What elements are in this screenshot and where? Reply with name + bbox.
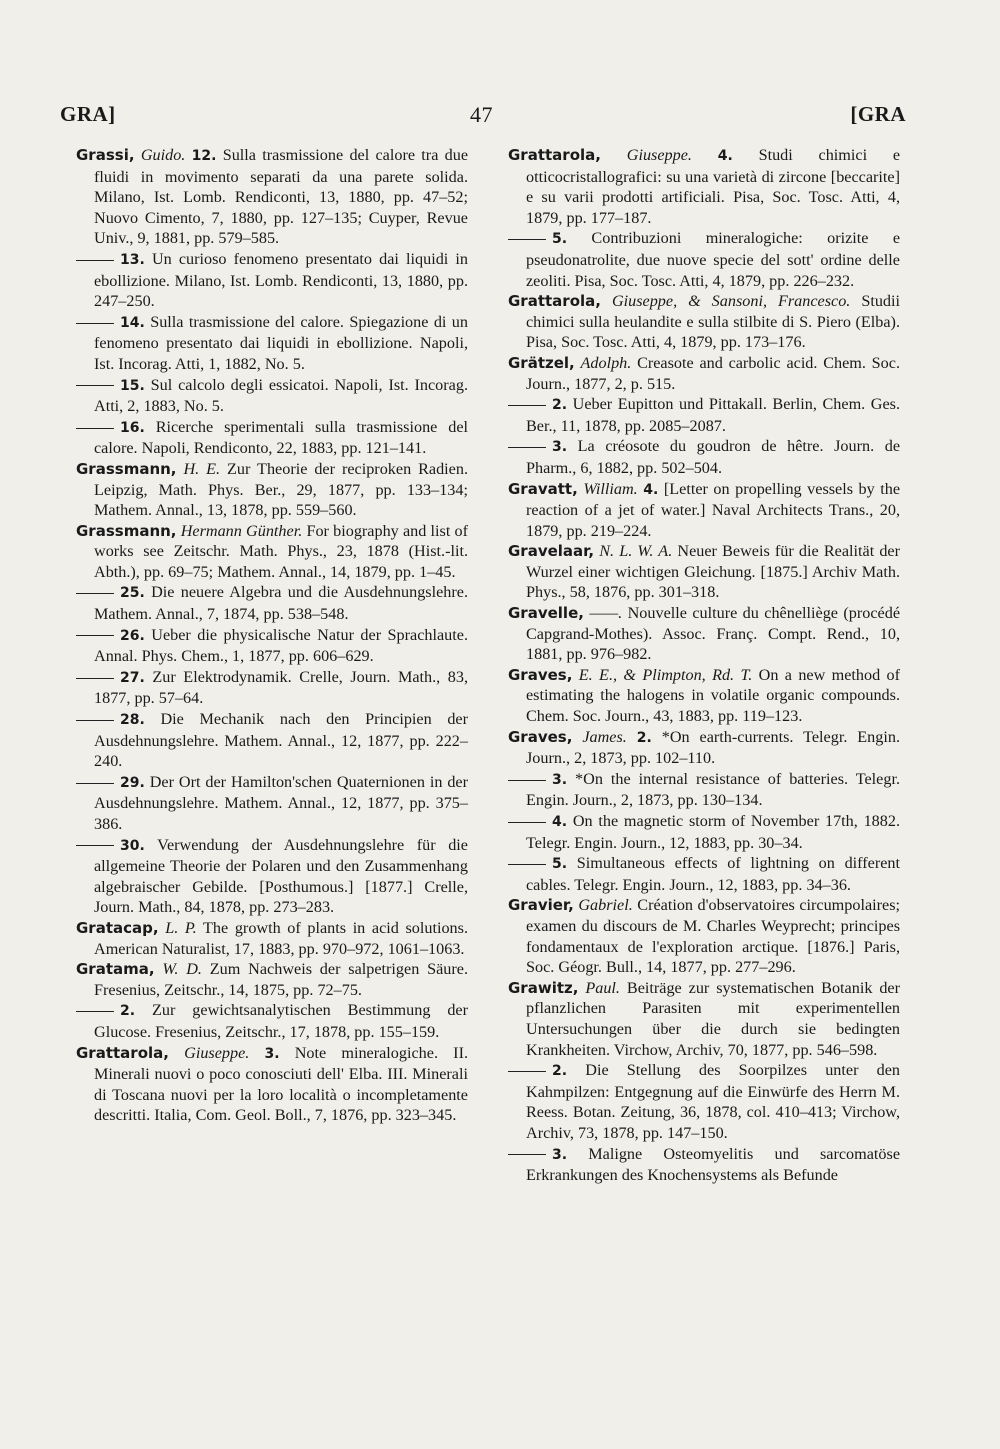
bibliography-continuation — [526, 436, 900, 478]
ditto-dash — [508, 864, 546, 865]
bibliography-entry — [76, 521, 469, 583]
entry-number: 15. — [120, 377, 145, 394]
bibliography-entry — [508, 291, 901, 353]
author-given-name: Giuseppe, & Sansoni, Francesco. — [611, 292, 851, 311]
bibliography-continuation — [526, 769, 900, 811]
author-surname: Gravelaar, — [508, 542, 595, 561]
author-surname: Gravier, — [508, 896, 574, 915]
entry-number: 4. — [717, 148, 733, 164]
bibliography-entry — [508, 353, 900, 394]
author-given-name: Giuseppe. — [184, 1043, 250, 1062]
ditto-dash — [76, 783, 114, 784]
entry-number: 3. — [552, 1146, 568, 1163]
entry-text: Sulla trasmissione del calore. Spiegazione di un fenomeno presentato dai liquidi in ebollizione. Napoli, Ist. Incorag. Atti, 1, 1882, No. 5. — [94, 312, 468, 373]
entry-text: Ueber Eupitton und Pittakall. Berlin, Chem. Ges. Ber., 11, 1878, pp. 2085–2087. — [526, 395, 900, 435]
entry-number: 3. — [552, 439, 568, 456]
bibliography-continuation — [94, 312, 468, 375]
author-given-name: William. — [583, 479, 638, 498]
bibliography-entry — [508, 895, 901, 977]
entry-text: Nouvelle culture du chênelliège (procédé Capgrand-Mothes). Assoc. Franç. Compt. Rend., 10, 1881, pp. 976–982. — [526, 604, 900, 664]
entry-text: Neuer Beweis für die Realität der Wurzel einer wichtigen Gleichung. [1875.] Archiv Math. Phys., 58, 1876, pp. 301–318. — [526, 542, 901, 602]
author-surname: Graves, — [508, 665, 573, 684]
entry-number: 3. — [552, 771, 568, 788]
entry-text: Maligne Osteomyelitis und sarcomatöse Erkrankungen des Knochensystems als Befunde — [526, 1144, 901, 1185]
entry-number: 4. — [552, 814, 568, 830]
bibliography-continuation — [526, 853, 900, 895]
entry-text: Studii chimici sulla heulandite e sulla stilbite di S. Piero (Elba). Pisa, Soc. Tosc. Atti, 4, 1879, pp. 173–176. — [526, 292, 901, 352]
entry-text: Creasote and carbolic acid. Chem. Soc. Journ., 1877, 2, p. 515. — [526, 353, 900, 393]
ditto-dash — [76, 1011, 114, 1012]
entry-number: 2. — [552, 1063, 568, 1080]
entry-number: 13. — [120, 251, 145, 268]
ditto-dash — [508, 1071, 546, 1072]
entry-number: 27. — [120, 669, 145, 686]
entry-text: On the magnetic storm of November 17th, 1882. Telegr. Engin. Journ., 12, 1883, pp. 30–34. — [526, 812, 900, 852]
bibliography-entry — [76, 918, 468, 959]
bibliography-continuation — [94, 1000, 468, 1042]
bibliography-continuation — [94, 709, 468, 772]
running-head-right: [GRA — [850, 102, 906, 126]
author-given-name: N. L. W. A. — [599, 542, 673, 561]
entry-number: 12. — [191, 148, 217, 164]
bibliography-entry — [508, 541, 901, 603]
entry-text: *On the internal resistance of batteries. Telegr. Engin. Journ., 2, 1873, pp. 130–134. — [526, 769, 901, 810]
entry-text: Die Stellung des Soorpilzes unter den Kahmpilzen: Entgegnung auf die Einwürfe des Herrn M. Reess. Botan. Zeitung, 36, 1878, col. 410–413; Virchow, Archiv, 73, 1878, pp. 147–150. — [526, 1061, 901, 1142]
running-head-left: GRA] — [60, 102, 116, 126]
entry-text: *On earth-currents. Telegr. Engin. Journ., 2, 1873, pp. 102–110. — [526, 727, 900, 768]
ditto-dash — [76, 720, 114, 721]
author-surname: Grawitz, — [508, 978, 579, 997]
bibliography-entry — [508, 145, 901, 228]
ditto-dash — [76, 385, 114, 386]
bibliography-continuation — [526, 1060, 900, 1143]
entry-text: Sul calcolo degli essicatoi. Napoli, Ist. Incorag. Atti, 2, 1883, No. 5. — [94, 375, 468, 416]
author-surname: Grätzel, — [508, 353, 575, 372]
entry-number: 2. — [120, 1003, 136, 1020]
entry-text: Die Mechanik nach den Principien der Ausdehnungslehre. Mathem. Annal., 12, 1877, pp. 222–240. — [94, 710, 469, 771]
entry-text: Contribuzioni mineralogiche: orizite e pseudonatrolite, due nuove specie del sott' ordine delle zeoliti. Pisa, Soc. Tosc. Atti, 4, 1879, pp. 226–232. — [526, 229, 901, 290]
author-given-name: Hermann Günther. — [180, 521, 303, 540]
ditto-dash — [76, 323, 114, 324]
bibliography-continuation — [526, 228, 900, 291]
author-given-name: E. E., & Plimpton, Rd. T. — [578, 665, 753, 684]
entry-text: Zur Elektrodynamik. Crelle, Journ. Math., 83, 1877, pp. 57–64. — [94, 667, 469, 708]
author-given-name: Paul. — [585, 978, 620, 997]
bibliography-continuation — [526, 394, 900, 436]
entry-text: The growth of plants in acid solutions. American Naturalist, 17, 1883, pp. 970–972, 1061–1063. — [94, 918, 468, 958]
entry-number: 2. — [552, 397, 568, 414]
author-given-name: Guido. — [140, 146, 186, 164]
bibliography-entry — [76, 1043, 469, 1126]
author-surname: Gratama, — [76, 960, 155, 979]
entry-text: Sulla trasmissione del calore tra due fluidi in movimento separati da una parete solida. Milano, Ist. Lomb. Rendiconti, 13, 1880, pp. 47–52; Nuovo Cimento, 7, 1880, pp. 127–135; Cuyper, Revue Univ., 9, 1881, pp. 579–585. — [94, 146, 469, 248]
bibliography-continuation — [94, 625, 468, 667]
author-surname: Gravatt, — [508, 479, 578, 498]
page-number: 47 — [470, 102, 493, 127]
ditto-dash — [508, 780, 546, 781]
bibliography-continuation — [526, 1144, 900, 1186]
entry-text: Note mineralogiche. II. Minerali nuovi o poco conosciuti dell' Elba. III. Minerali di Toscana nuovi per la loro località o incompletamente descritti. Italia, Com. Geol. Boll., 7, 1876, pp. 323–345. — [94, 1043, 469, 1125]
bibliography-continuation — [94, 772, 468, 835]
author-surname: Gratacap, — [76, 918, 159, 937]
entry-number: 29. — [120, 774, 145, 791]
bibliography-continuation — [526, 811, 900, 853]
entry-text: Ueber die physicalische Natur der Sprachlaute. Annal. Phys. Chem., 1, 1877, pp. 606–629. — [94, 625, 468, 666]
ditto-dash — [508, 1154, 546, 1155]
entry-number: 4. — [643, 481, 659, 498]
entry-text: For biography and list of works see Zeitschr. Math. Phys., 23, 1878 (Hist.-lit. Abth.), pp. 69–75; Mathem. Annal., 14, 1879, pp. 1–45. — [94, 521, 469, 581]
entry-text: Beiträge zur systematischen Botanik der pflanzlichen Parasiten mit experimentellen Untersuchungen über die durch sie bedingten Krankheiten. Virchow, Archiv, 70, 1877, pp. 546–598. — [526, 978, 901, 1059]
entry-number: 5. — [552, 231, 568, 248]
bibliography-entry — [508, 479, 901, 542]
entry-number: 16. — [120, 419, 145, 436]
left-column — [76, 145, 468, 1126]
entry-number: 25. — [120, 585, 145, 602]
bibliography-continuation — [94, 249, 468, 312]
author-given-name: Giuseppe. — [626, 146, 692, 164]
entry-text: Zum Nachweis der salpetrigen Säure. Fresenius, Zeitschr., 14, 1875, pp. 72–75. — [94, 960, 469, 999]
author-given-name: Gabriel. — [578, 896, 633, 915]
bibliography-entry — [508, 978, 901, 1060]
entry-number: 28. — [120, 712, 145, 729]
entry-number: 2. — [636, 729, 652, 746]
entry-text: Zur gewichtsanalytischen Bestimmung der Glucose. Fresenius, Zeitschr., 17, 1878, pp. 155–159. — [94, 1001, 469, 1041]
entry-text: Ricerche sperimentali sulla trasmissione del calore. Napoli, Rendiconto, 22, 1883, pp. 121–141. — [94, 417, 468, 458]
author-given-name: James. — [582, 727, 627, 746]
entry-number: 5. — [552, 856, 568, 873]
ditto-dash — [508, 239, 546, 240]
entry-text: Der Ort der Hamilton'schen Quaternionen in der Ausdehnungslehre. Mathem. Annal., 12, 1877, pp. 375–386. — [94, 772, 469, 833]
ditto-dash — [76, 428, 114, 429]
bibliography-continuation — [94, 835, 468, 918]
bibliography-entry — [76, 959, 469, 1000]
bibliography-continuation — [94, 417, 468, 459]
author-given-name: H. E. — [183, 459, 221, 478]
bibliography-entry — [508, 665, 901, 727]
ditto-dash — [76, 845, 114, 846]
author-surname: Grattarola, — [76, 1043, 169, 1062]
entry-text: [Letter on propelling vessels by the reaction of a jet of water.] Naval Architects Trans., 20, 1879, pp. 219–224. — [526, 479, 901, 540]
author-surname: Grassi, — [76, 146, 135, 164]
entry-number: 30. — [120, 837, 145, 854]
entry-text: Zur Theorie der reciproken Radien. Leipzig, Math. Phys. Ber., 29, 1877, pp. 133–134; Mathem. Annal., 13, 1878, pp. 559–560. — [94, 459, 469, 520]
entry-number: 14. — [120, 314, 145, 331]
author-surname: Graves, — [508, 727, 573, 746]
author-surname: Grattarola, — [508, 292, 601, 311]
author-given-name: L. P. — [165, 918, 197, 937]
entry-number: 3. — [264, 1045, 280, 1062]
entry-text: Verwendung der Ausdehnungslehre für die allgemeine Theorie der Polaren und den Zusammenhang algebraischer Gebilde. [Posthumous.] [1877.] Crelle, Journ. Math., 84, 1878, pp. 273–283. — [94, 835, 468, 917]
ditto-dash — [508, 405, 546, 406]
author-surname: Grattarola, — [508, 146, 601, 164]
bibliography-entry — [76, 459, 469, 521]
bibliography-entry — [508, 603, 900, 665]
author-surname: Grassmann, — [76, 459, 177, 478]
bibliography-entry — [76, 145, 469, 249]
bibliography-continuation — [94, 582, 468, 624]
entry-text: Simultaneous effects of lightning on different cables. Telegr. Engin. Journ., 12, 1883, pp. 34–36. — [526, 854, 900, 894]
ditto-dash — [508, 822, 546, 823]
author-given-name: ——. — [589, 604, 623, 623]
ditto-dash — [76, 593, 114, 594]
author-given-name: Adolph. — [580, 353, 632, 372]
entry-text: Die neuere Algebra und die Ausdehnungslehre. Mathem. Annal., 7, 1874, pp. 538–548. — [94, 583, 468, 624]
entry-text: La créosote du goudron de hêtre. Journ. de Pharm., 6, 1882, pp. 502–504. — [526, 437, 900, 477]
entry-text: On a new method of estimating the halogens in volatile organic compounds. Chem. Soc. Journ., 43, 1883, pp. 119–123. — [526, 665, 901, 726]
ditto-dash — [76, 635, 114, 636]
entry-text: Un curioso fenomeno presentato dai liquidi in ebollizione. Milano, Ist. Lomb. Rendiconti, 13, 1880, pp. 247–250. — [94, 249, 468, 311]
ditto-dash — [508, 447, 546, 448]
author-surname: Grassmann, — [76, 521, 177, 540]
ditto-dash — [76, 678, 114, 679]
entry-text: Création d'observatoires circumpolaires; examen du discours de M. Charles Weyprecht; principes fondamentaux de l'exploration arctique. [1876.] Paris, Soc. Géogr. Bull., 14, 1877, pp. 277–296. — [526, 896, 901, 977]
right-column — [508, 145, 900, 1186]
entry-text: Studi chimici e otticocristallografici: su una varietà di zircone [beccarite] e su varii prodotti artificiali. Pisa, Soc. Tosc. Atti, 4, 1879, pp. 177–187. — [526, 146, 901, 227]
author-surname: Gravelle, — [508, 604, 584, 623]
bibliography-continuation — [94, 667, 468, 709]
entry-number: 26. — [120, 627, 145, 644]
ditto-dash — [76, 260, 114, 261]
author-given-name: W. D. — [162, 960, 202, 979]
bibliography-continuation — [94, 375, 468, 417]
bibliography-entry — [508, 727, 900, 769]
